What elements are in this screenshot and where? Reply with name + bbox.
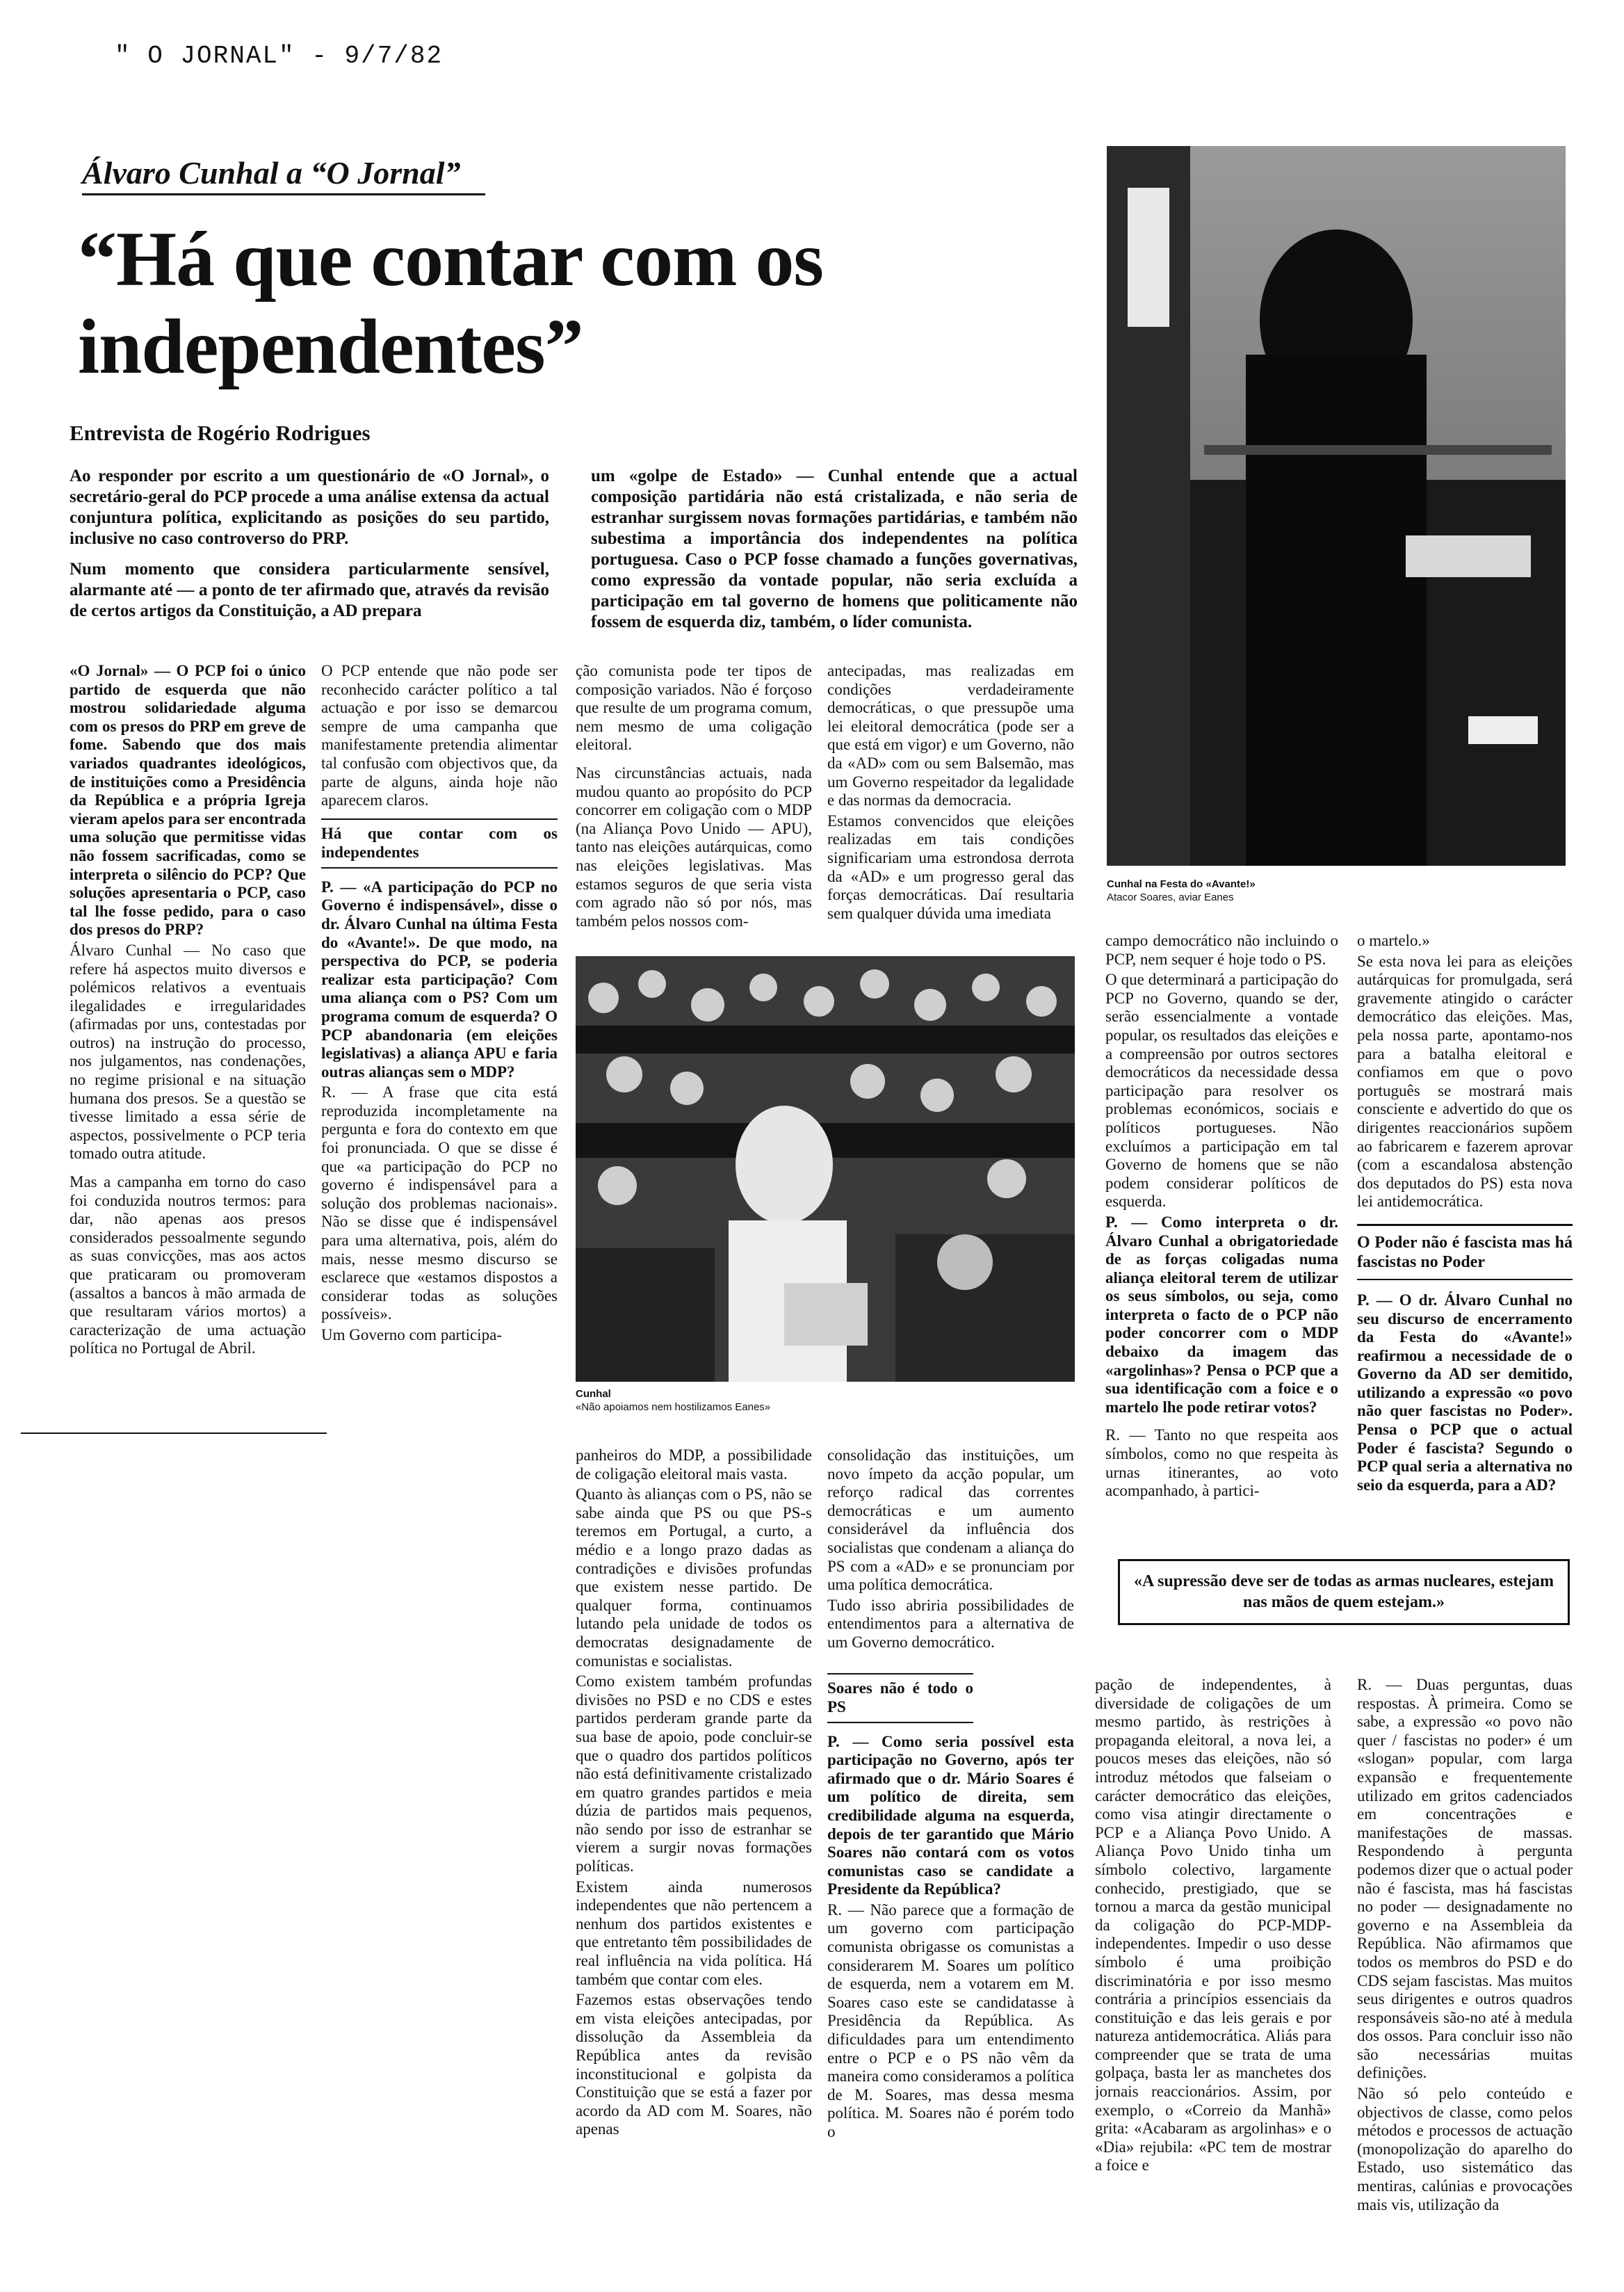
lead-paragraph: Ao responder por escrito a um questionário de «O Jornal», o secretário-geral do PCP procede a uma análise extensa da actual conjuntura política, explicitando as posições do seu partido, inclusive no caso controverso do PRP. xyxy=(70,467,549,548)
subhead-soares: Soares não é todo o PS xyxy=(827,1673,973,1723)
body-paragraph: Como existem também profundas divisões no PSD e no CDS e estes partidos perderam grande parte da sua base de apoio, pode concluir-se que o quadro dos partidos políticos não está definitivamente cristalizado em quatro grandes partidos e meia dúzia de partidos mais pequenos, não sendo por isso de estranhar se vierem a surgir novas formações políticas. xyxy=(576,1672,812,1875)
question-paragraph: P. — O dr. Álvaro Cunhal no seu discurso de encerramento da Festa do «Avante!» reafirmou a necessidade de o Governo da AD ser demitido, utilizando a expressão «o povo não quer fascistas no Poder». Pensa o PCP que o actual Poder é fascista? Segundo o PCP qual seria a alternativa no seio da esquerda, para a AD? xyxy=(1357,1291,1573,1494)
lead-paragraph: Num momento que considera particularmente sensível, alarmante até — a ponto de ter afirmado que, através da revisão de certos artigos da Constituição, a AD prepara xyxy=(70,560,549,620)
body-paragraph: O que determinará a participação do PCP no Governo, quando se der, serão essencialmente a vontade popular, os resultados das eleições e a compreensão por outros sectores democráticos da necessidade dessa participação para resolver os problemas económicos, sociais e políticos portugueses. Não excluímos a participação em tal Governo de homens que se não podem considerar políticos de esquerda. xyxy=(1105,971,1338,1211)
photo2-caption-text: «Não apoiamos nem hostilizamos Eanes» xyxy=(576,1401,771,1413)
column-3-bottom xyxy=(576,1446,812,2218)
photo1-caption-title: Cunhal na Festa do «Avante!» xyxy=(1107,878,1256,890)
body-paragraph: O PCP entende que não pode ser reconhecido carácter político a tal actuação e por isso se demarcou sempre de uma campanha que manifestamente pretendia alimentar tal confusão com objectivos que, da parte de alguns, ainda hoje não aparecem claros. xyxy=(321,662,558,809)
body-paragraph: Estamos convencidos que eleições realizadas em tais condições significariam uma estrondosa derrota da «AD» e um progresso geral das forças democráticas. Daí resultaria sem qualquer dúvida uma imediata xyxy=(827,812,1074,922)
body-paragraph: panheiros do MDP, a possibilidade de coligação eleitoral mais vasta. xyxy=(576,1446,812,1483)
answer-paragraph: Álvaro Cunhal — No caso que refere há aspectos muito diversos e polémicos relativos a eventuais ilegalidades e irregularidades (afirmadas por uns, contestadas por outros) na instrução do processo, nos julgamentos, nas condenações, no regime prisional e na situação humana dos presos. Se a questão se tivesse limitado a essa série de aspectos, possivelmente o PCP teria tomado outra atitude. xyxy=(70,941,306,1163)
body-paragraph: pação de independentes, à diversidade de coligações de um mesmo partido, às restrições à propaganda eleitoral, a nova lei, a poucos meses das eleições, não só introduz métodos que falseiam o carácter democrático das eleições, como visa atingir directamente o PCP e a Aliança Povo Unido. A Aliança Povo Unido tinha um símbolo colectivo, largamente conhecido, prestigiado, que se tornou a marca da gestão municipal da coligação do PCP-MDP-independentes. Impedir o uso desse símbolo é uma proibição discriminatória e por isso mesmo contrária a princípios essenciais da constituição e das leis gerais e por natureza antidemocrática. Aliás para compreender que se trata de uma golpaça, basta ler as manchetes dos jornais reaccionários. Assim, por exemplo, o «Correio da Manhã» grita: «Acabaram as argolinhas» e o «Dia» rejubila: «PC tem de mostrar a foice e xyxy=(1095,1676,1331,2174)
photo-cunhal-festa xyxy=(1107,146,1566,866)
column-6-bottom xyxy=(1357,1676,1573,2218)
body-paragraph: Não só pelo conteúdo e objectivos de classe, como pelos métodos e processos de actuação (monopolização do aparelho do Estado, uso sistemático das mentiras, calúnias e provocações mais vis, utilização da xyxy=(1357,2085,1573,2213)
body-paragraph: Tudo isso abriria possibilidades de entendimentos para a alternativa de um Governo democrático. xyxy=(827,1596,1074,1651)
column-4-bottom xyxy=(827,1446,1074,2218)
photo1-caption-credit: Atacor Soares, aviar Eanes xyxy=(1107,891,1234,903)
column-5-bottom xyxy=(1095,1676,1331,2218)
lead-right xyxy=(591,466,1078,643)
column-5-mid xyxy=(1105,932,1338,1537)
lead-left xyxy=(70,466,549,631)
column-3-top xyxy=(576,662,812,944)
headline: “Há que contar com os independentes” xyxy=(78,216,823,390)
answer-paragraph: R. — Não parece que a formação de um governo com participação comunista obrigasse os comunistas a considerarem M. Soares um político de esquerda, nem a votarem em M. Soares caso este se candidatasse à Presidência da República. As dificuldades para um entendimento entre o PCP e o PS não vêm da maneira como consideramos a política de M. Soares, mas dessa mesma política. M. Soares não é porém todo o xyxy=(827,1900,1074,2140)
body-paragraph: ção comunista pode ter tipos de composição variados. Não é forçoso que resulte de um programa comum, nem mesmo de uma coligação eleitoral. xyxy=(576,662,812,754)
body-paragraph: Um Governo com participa- xyxy=(321,1326,502,1343)
pull-quote: «A supressão deve ser de todas as armas nucleares, estejam nas mãos de quem estejam.» xyxy=(1118,1559,1570,1625)
column-6-mid xyxy=(1357,932,1573,1544)
column-2 xyxy=(321,662,558,1413)
kicker-underline xyxy=(82,193,485,195)
byline: Entrevista de Rogério Rodrigues xyxy=(70,421,371,445)
question-paragraph: «O Jornal» — O PCP foi o único partido de esquerda que não mostrou solidariedade alguma com os presos do PRP em greve de fome. Sabendo que dos mais variados quadrantes ideológicos, de instituições como a Presidência da República e a própria Igreja vieram apelos para ser encontrada uma solução que permitisse vidas não fossem sacrificadas, como se interpreta o silêncio do PCP? Que soluções apresentaria o PCP, caso tal lhe fosse pedido, para o caso dos presos do PRP? xyxy=(70,662,306,939)
kicker: Álvaro Cunhal a “O Jornal” xyxy=(82,155,461,191)
answer-paragraph: R. — A frase que cita está reproduzida incompletamente na pergunta e fora do contexto em que foi pronunciada. O que se disse é que «a participação do PCP no governo é indispensável para a solução dos problemas nacionais». Não se disse que é indispensável para uma alternativa, pois, além do mais, nesse mesmo discurso se esclarece que «estamos dispostos a considerar todas as soluções possíveis». xyxy=(321,1083,558,1323)
column-1 xyxy=(70,662,306,1413)
question-paragraph: P. — «A participação do PCP no Governo é indispensável», disse o dr. Álvaro Cunhal na última Festa do «Avante!». De que modo, na perspectiva do PCP, se poderia realizar esta participação? Com uma aliança com o PS? Com um programa comum de esquerda? O PCP abandonaria (em eleições legislativas) a aliança APU e faria outras alianças sem o MDP? xyxy=(321,878,558,1081)
answer-paragraph: R. — Tanto no que respeita aos símbolos, como no que respeita às urnas itinerantes, ao voto acompanhado, à partici- xyxy=(1105,1426,1338,1500)
photo2-caption-title: Cunhal xyxy=(576,1388,611,1400)
body-paragraph: Fazemos estas observações tendo em vista eleições antecipadas, por dissolução da Assembleia da República antes da revisão inconstitucional e golpista da Constituição que se está a fazer por acordo da AD com M. Soares, não apenas xyxy=(576,1991,812,2138)
body-paragraph: o martelo.» xyxy=(1357,932,1430,949)
body-paragraph: Quanto às alianças com o PS, não se sabe ainda que PS ou que PS-s teremos em Portugal, a curto, a médio e a longo prazo dadas as contradições e divisões profundas que existem nesse partido. De qualquer forma, continuamos lutando pela unidade de todos os democratas designadamente de comunistas e socialistas. xyxy=(576,1485,812,1670)
subhead-independentes: Há que contar com os independentes xyxy=(321,818,558,869)
body-paragraph: campo democrático não incluindo o PCP, nem sequer é hoje todo o PS. xyxy=(1105,932,1338,968)
section-rule xyxy=(21,1432,327,1434)
body-paragraph: Nas circunstâncias actuais, nada mudou quanto ao propósito do PCP concorrer em coligação com o MDP (na Aliança Povo Unido — APU), tanto nas eleições autárquicas, como nas eleições legislativas. Mas estamos seguros de que seria vista com agrado não só por nós, mas também pelos nossos com- xyxy=(576,764,812,930)
body-paragraph: Se esta nova lei para as eleições autárquicas for promulgada, será gravemente atingido o carácter democrático das eleições. Mas, pela nossa parte, apontamo-nos para a batalha eleitoral e confiamos em que o povo português se mostrará mais consciente e advertido do que os dirigentes reaccionários supõem ao fabricarem e fazerem aprovar (com a escandalosa abstenção dos deputados do PS) esta nova lei antidemocrática. xyxy=(1357,952,1573,1211)
question-paragraph: P. — Como interpreta o dr. Álvaro Cunhal a obrigatoriedade de as forças coligadas numa aliança eleitoral terem de utilizar os seus símbolos, ou seja, como interpreta o facto de o PCP não poder concorrer com o MDP debaixo da imagem das «argolinhas»? Pensa o PCP que a sua identificação com a foice e o martelo lhe pode retirar votos? xyxy=(1105,1213,1338,1416)
answer-paragraph: R. — Duas perguntas, duas respostas. À primeira. Como se sabe, a expressão «o povo não quer / fascistas no poder» é um «slogan» popular, com larga expansão e frequentemente utilizado em gritos cadenciados em concentrações e manifestações de massas. Respondendo à pergunta podemos dizer que o actual poder não é fascista, mas há fascistas no poder — designadamente no governo e na Assembleia da República. Não afirmamos que todos os membros do PSD e do CDS sejam fascistas. Mas muitos seus dirigentes e outros quadros responsáveis são-no até à medula dos ossos. Para concluir isso não são necessárias muitas definições. xyxy=(1357,1676,1573,2082)
answer-paragraph: Mas a campanha em torno do caso foi conduzida noutros termos: para dar, não apenas aos presos considerados pessoalmente segundo as suas convicções, mas aos actos que praticaram ou promoveram (assaltos a bancos à mão armada de que resultaram vários mortos) a caracterização de uma actuação política no Portugal de Abril. xyxy=(70,1173,306,1357)
photo2-caption xyxy=(576,1387,1062,1414)
body-paragraph: consolidação das instituições, um novo ímpeto da acção popular, um reforço radical das correntes democráticas e um aumento considerável da influência dos socialistas que condenam a aliança do PS com a «AD» e se pronunciam por uma política democrática. xyxy=(827,1446,1074,1594)
photo-crowd xyxy=(576,956,1075,1382)
newspaper-header: " O JORNAL" - 9/7/82 xyxy=(115,42,444,70)
body-paragraph: antecipadas, mas realizadas em condições verdadeiramente democráticas, o que pressupõe uma lei eleitoral democrática (pode ser a que está em vigor) e um Governo, não da «AD» com ou sem Balsemão, mas um Governo respeitador da legalidade e das normas da democracia. xyxy=(827,662,1074,809)
body-paragraph: Existem ainda numerosos independentes que não pertencem a nenhum dos partidos existentes e que entretanto têm possibilidades de real influência na vida política. Há também que contar com eles. xyxy=(576,1878,812,1988)
subhead-poder: O Poder não é fascista mas há fascistas no Poder xyxy=(1357,1224,1573,1280)
photo1-caption xyxy=(1107,878,1496,904)
question-paragraph: P. — Como seria possível esta participação no Governo, após ter afirmado que o dr. Mário Soares é um político de direita, sem credibilidade alguma na esquerda, depois de ter garantido que Mário Soares não contará com os votos comunistas caso se candidate a Presidente da República? xyxy=(827,1732,1074,1898)
column-4-top xyxy=(827,662,1074,944)
lead-paragraph: um «golpe de Estado» — Cunhal entende que a actual composição partidária não está cristalizada, e não seria de estranhar surgissem novas formações partidárias, e também não subestima a importância dos independentes na política portuguesa. Caso o PCP fosse chamado a funções governativas, como expressão da vontade popular, não seria excluída a participação em tal governo de homens que politicamente não fossem de esquerda diz, também, o líder comunista. xyxy=(591,467,1078,631)
